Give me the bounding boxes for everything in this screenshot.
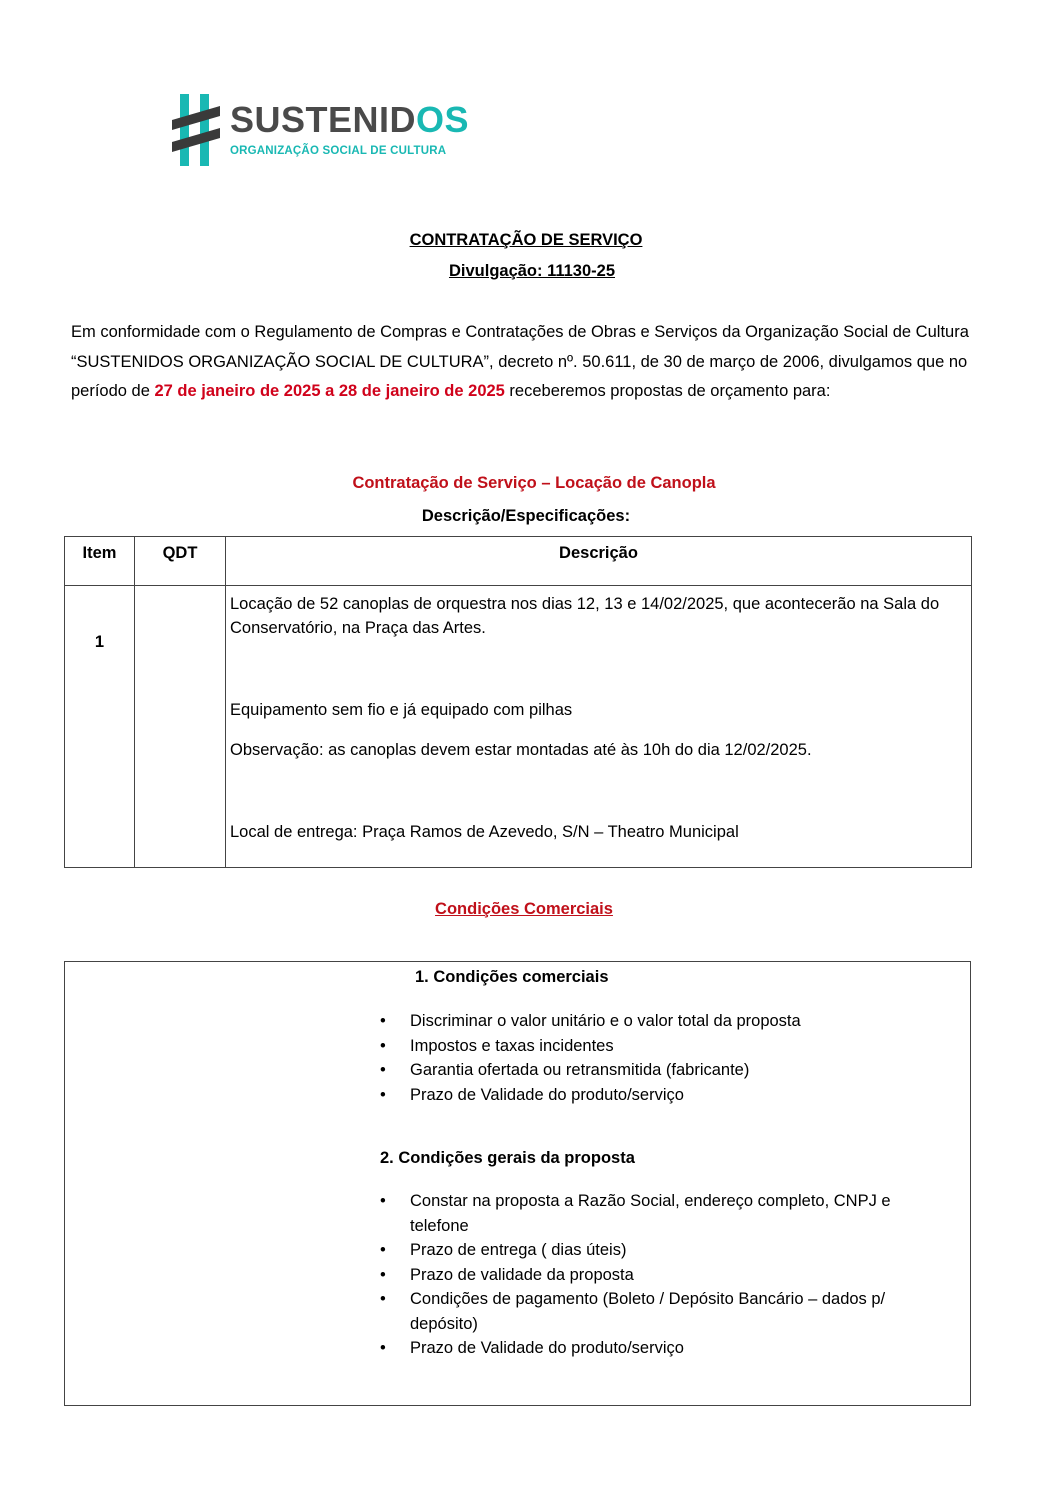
hash-icon xyxy=(172,92,224,170)
section1-heading: 1. Condições comerciais xyxy=(415,968,609,986)
list-item xyxy=(380,1034,940,1059)
bullet-icon: • xyxy=(380,1192,386,1210)
list-item-text: Discriminar o valor unitário e o valor total da proposta xyxy=(410,1012,801,1030)
conditions-title: Condições Comerciais xyxy=(435,900,613,918)
list-item xyxy=(380,1083,940,1108)
cell-qdt xyxy=(135,586,226,868)
logo-word-accent: OS xyxy=(416,99,470,140)
table-row xyxy=(65,586,972,868)
list-item-text: Prazo de validade da proposta xyxy=(410,1265,634,1284)
divulgacao-number: Divulgação: 11130-25 xyxy=(448,262,615,280)
list-item-text: Constar na proposta a Razão Social, endereço completo, CNPJ e telefone xyxy=(410,1192,891,1235)
list-item xyxy=(380,1058,940,1083)
list-item-text: Garantia ofertada ou retransmitida (fabricante) xyxy=(410,1061,750,1079)
list-item-text: Prazo de Validade do produto/serviço xyxy=(410,1339,684,1357)
list-item xyxy=(380,1336,940,1361)
bullet-icon: • xyxy=(380,1012,386,1030)
list-item-text: Prazo de entrega ( dias úteis) xyxy=(410,1241,627,1259)
desc-line-1: Locação de 52 canoplas de orquestra nos dias 12, 13 e 14/02/2025, que acontecerão na Sala do Conservatório, na Praça das Artes. xyxy=(230,595,940,637)
bullet-icon: • xyxy=(380,1339,386,1357)
list-item xyxy=(380,1263,940,1288)
bullet-icon: • xyxy=(380,1085,386,1104)
conditions-box xyxy=(64,961,971,1406)
organization-logo xyxy=(172,92,470,170)
section1-list xyxy=(380,1009,940,1107)
desc-line-4: Local de entrega: Praça Ramos de Azevedo, S/N – Theatro Municipal xyxy=(230,823,739,841)
list-item-text: Prazo de Validade do produto/serviço xyxy=(410,1085,684,1104)
bullet-icon: • xyxy=(380,1241,386,1259)
list-item xyxy=(380,1009,940,1034)
header-item: Item xyxy=(65,537,135,586)
intro-text-before: Em conformidade com o Regulamento de Compras e Contratações de Obras e Serviços da Organização Social de Cultura “SUSTENIDOS ORGANIZAÇÃO SOCIAL DE CULTURA”, decreto nº. 50.611, de 30 de março de 2006, divulgamos que no período de xyxy=(71,323,969,400)
document-title: CONTRATAÇÃO DE SERVIÇO xyxy=(409,231,643,249)
intro-paragraph xyxy=(71,318,991,407)
proposal-period: 27 de janeiro de 2025 a 28 de janeiro de 2025 xyxy=(154,382,505,400)
section2-list xyxy=(380,1189,940,1361)
list-item xyxy=(380,1189,940,1238)
list-item xyxy=(380,1287,940,1336)
cell-descricao xyxy=(226,586,972,868)
logo-subtitle: ORGANIZAÇÃO SOCIAL DE CULTURA xyxy=(230,145,447,157)
bullet-icon: • xyxy=(380,1290,386,1308)
list-item xyxy=(380,1238,940,1263)
items-table xyxy=(64,536,972,868)
service-title: Contratação de Serviço – Locação de Canopla xyxy=(352,474,716,492)
logo-word-main: SUSTENID xyxy=(230,99,417,140)
bullet-icon: • xyxy=(380,1036,386,1055)
header-qdt: QDT xyxy=(135,537,226,586)
desc-line-3: Observação: as canoplas devem estar montadas até às 10h do dia 12/02/2025. xyxy=(230,741,812,759)
spec-title: Descrição/Especificações: xyxy=(421,507,631,525)
bullet-icon: • xyxy=(380,1265,386,1284)
list-item-text: Condições de pagamento (Boleto / Depósito Bancário – dados p/ depósito) xyxy=(410,1290,886,1333)
table-header-row xyxy=(65,537,972,586)
list-item-text: Impostos e taxas incidentes xyxy=(410,1036,614,1055)
bullet-icon: • xyxy=(380,1061,386,1079)
intro-text-after: receberemos propostas de orçamento para: xyxy=(504,382,831,400)
cell-item: 1 xyxy=(65,586,135,868)
logo-wordmark xyxy=(230,100,469,140)
header-descricao: Descrição xyxy=(226,537,972,586)
desc-line-2: Equipamento sem fio e já equipado com pilhas xyxy=(230,701,573,719)
section2-heading: 2. Condições gerais da proposta xyxy=(380,1149,635,1167)
